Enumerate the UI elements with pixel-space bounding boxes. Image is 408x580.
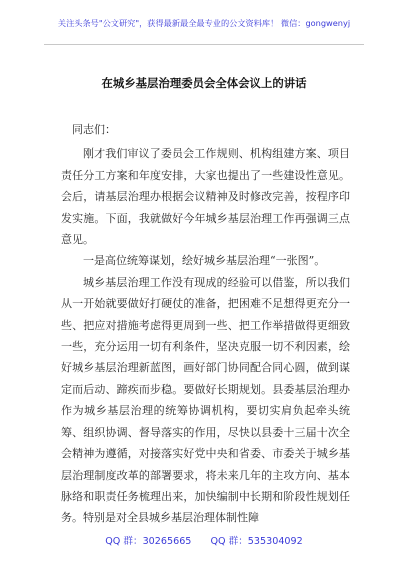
document-title: 在城乡基层治理委员会全体会议上的讲话 — [101, 76, 307, 90]
paragraph-body: 城乡基层治理工作没有现成的经验可以借鉴，所以我们从一开始就要做好打硬仗的准备，把困难不足想得更充分一些、把应对措施考虑得更周到一些、把工作举措做得更细致一些，充分运用一切有利条件，坚决克服一切不利因素，绘好城乡基层治理新蓝图，画好部门协同配合同心圆，做到谋定而后动、蹄疾而步稳。要做好长期规划。县委基层治理办作为城乡基层治理的统筹协调机构，要切实肩负起牵头统筹、组织协调、督导落实的作用，尽快以县委十三届十次全会精神为遵循，对接落实好党中央和省委、市委关于城乡基层治理制度改革的部署要求，将未来几年的主攻方向、基本脉络和职责任务梳理出来，加快编制中长期和阶段性规划任务。特别是对全县城乡基层治理体制性障 — [61, 275, 350, 525]
document-body — [61, 119, 350, 529]
qq-group-2: QQ 群：535304092 — [210, 536, 303, 547]
salutation: 同志们： — [72, 123, 116, 136]
promo-header: 关注头条号"公文研究"，获得最新最全最专业的公文资料库！ 微信：gongwenyj — [57, 18, 351, 28]
paragraph-heading-one: 一是高位统筹谋划，绘好城乡基层治理“一张图”。 — [83, 254, 326, 268]
qq-group-footer — [0, 533, 408, 547]
paragraph-intro: 刚才我们审议了委员会工作规则、机构组建方案、项目责任分工方案和年度安排，大家也提出了一些建设性意见。会后，请基层治理办根据会议精神及时修改完善，按程序印发实施。下面，我就做好今年城乡基层治理工作再强调三点意见。 — [61, 147, 350, 247]
header-divider — [44, 44, 364, 45]
qq-group-1: QQ 群：30265665 — [105, 536, 192, 547]
